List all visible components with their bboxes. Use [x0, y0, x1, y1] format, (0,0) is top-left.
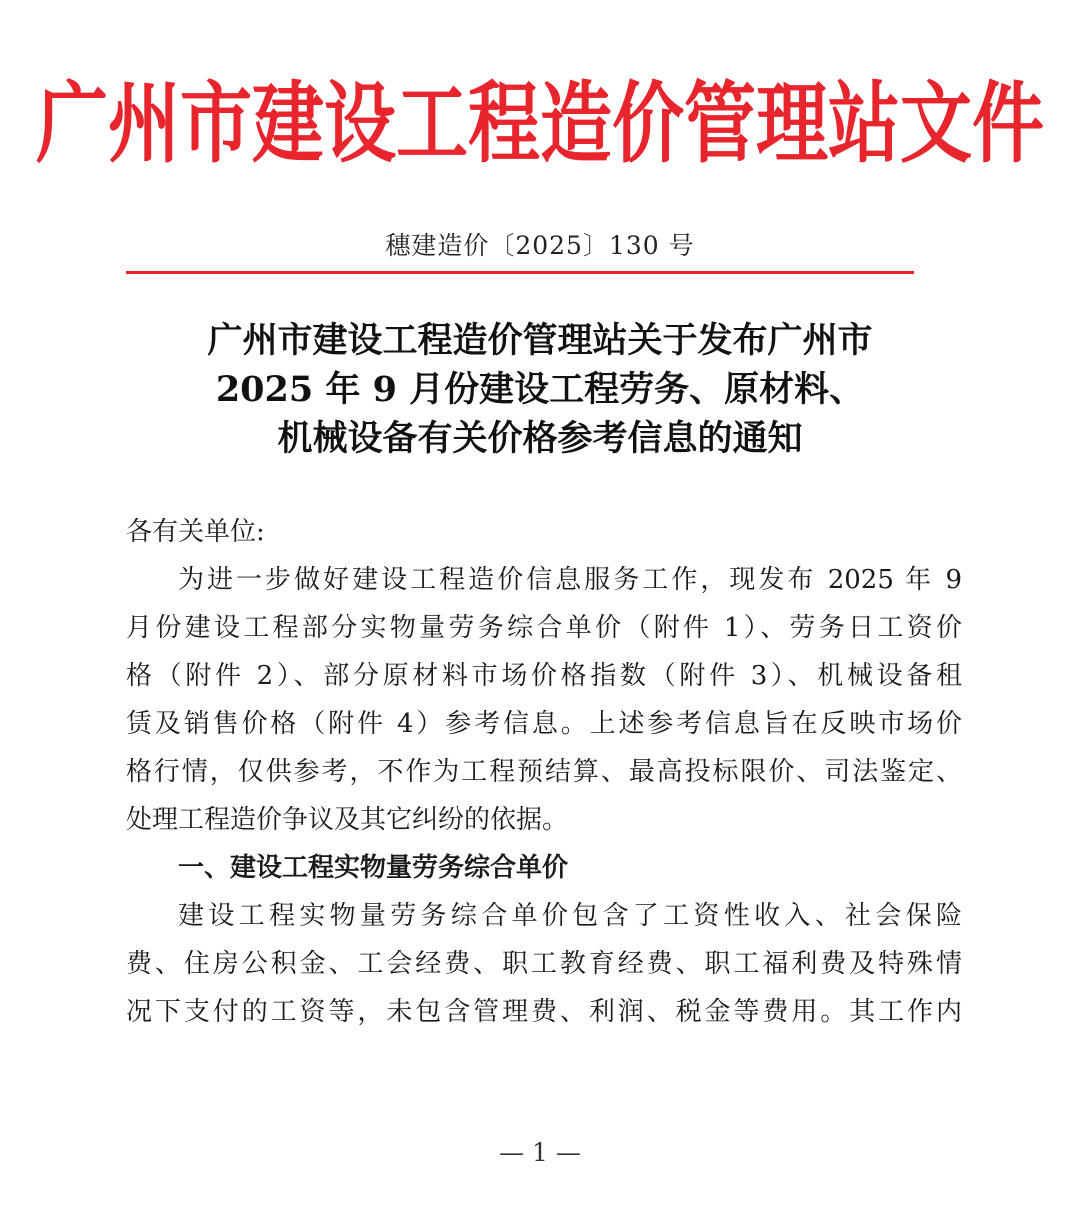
title-line: 机械设备有关价格参考信息的通知	[277, 418, 803, 459]
paragraph-line: 月份建设工程部分实物量劳务综合单价（附件 1）、劳务日工资价	[126, 613, 962, 643]
paragraph-2	[126, 892, 962, 1036]
paragraph-line: 况下支付的工资等，未包含管理费、利润、税金等费用。其工作内	[126, 997, 962, 1027]
paragraph-line: 费、住房公积金、工会经费、职工教育经费、职工福利费及特殊情	[126, 949, 962, 979]
paragraph-line: 格（附件 2）、部分原材料市场价格指数（附件 3）、机械设备租	[126, 661, 962, 691]
masthead-title: 广州市建设工程造价管理站文件	[35, 72, 1044, 175]
paragraph-line: 赁及销售价格（附件 4）参考信息。上述参考信息旨在反映市场价	[126, 709, 962, 739]
document-title	[100, 316, 980, 463]
page-number: — 1 —	[499, 1138, 581, 1167]
document-number: 穗建造价〔2025〕130 号	[385, 231, 695, 260]
salutation: 各有关单位:	[126, 517, 265, 547]
paragraph-line: 为进一步做好建设工程造价信息服务工作，现发布 2025 年 9	[178, 565, 962, 595]
document-body	[126, 508, 962, 1036]
paragraph-1	[126, 556, 962, 844]
title-line: 广州市建设工程造价管理站关于发布广州市	[207, 320, 873, 361]
red-divider-line	[126, 271, 914, 274]
paragraph-line: 格行情，仅供参考，不作为工程预结算、最高投标限价、司法鉴定、	[126, 757, 962, 787]
paragraph-line: 处理工程造价争议及其它纠纷的依据。	[126, 805, 569, 835]
paragraph-line: 建设工程实物量劳务综合单价包含了工资性收入、社会保险	[178, 901, 962, 931]
title-line: 2025 年 9 月份建设工程劳务、原材料、	[215, 369, 865, 410]
section-heading: 一、建设工程实物量劳务综合单价	[178, 853, 569, 883]
